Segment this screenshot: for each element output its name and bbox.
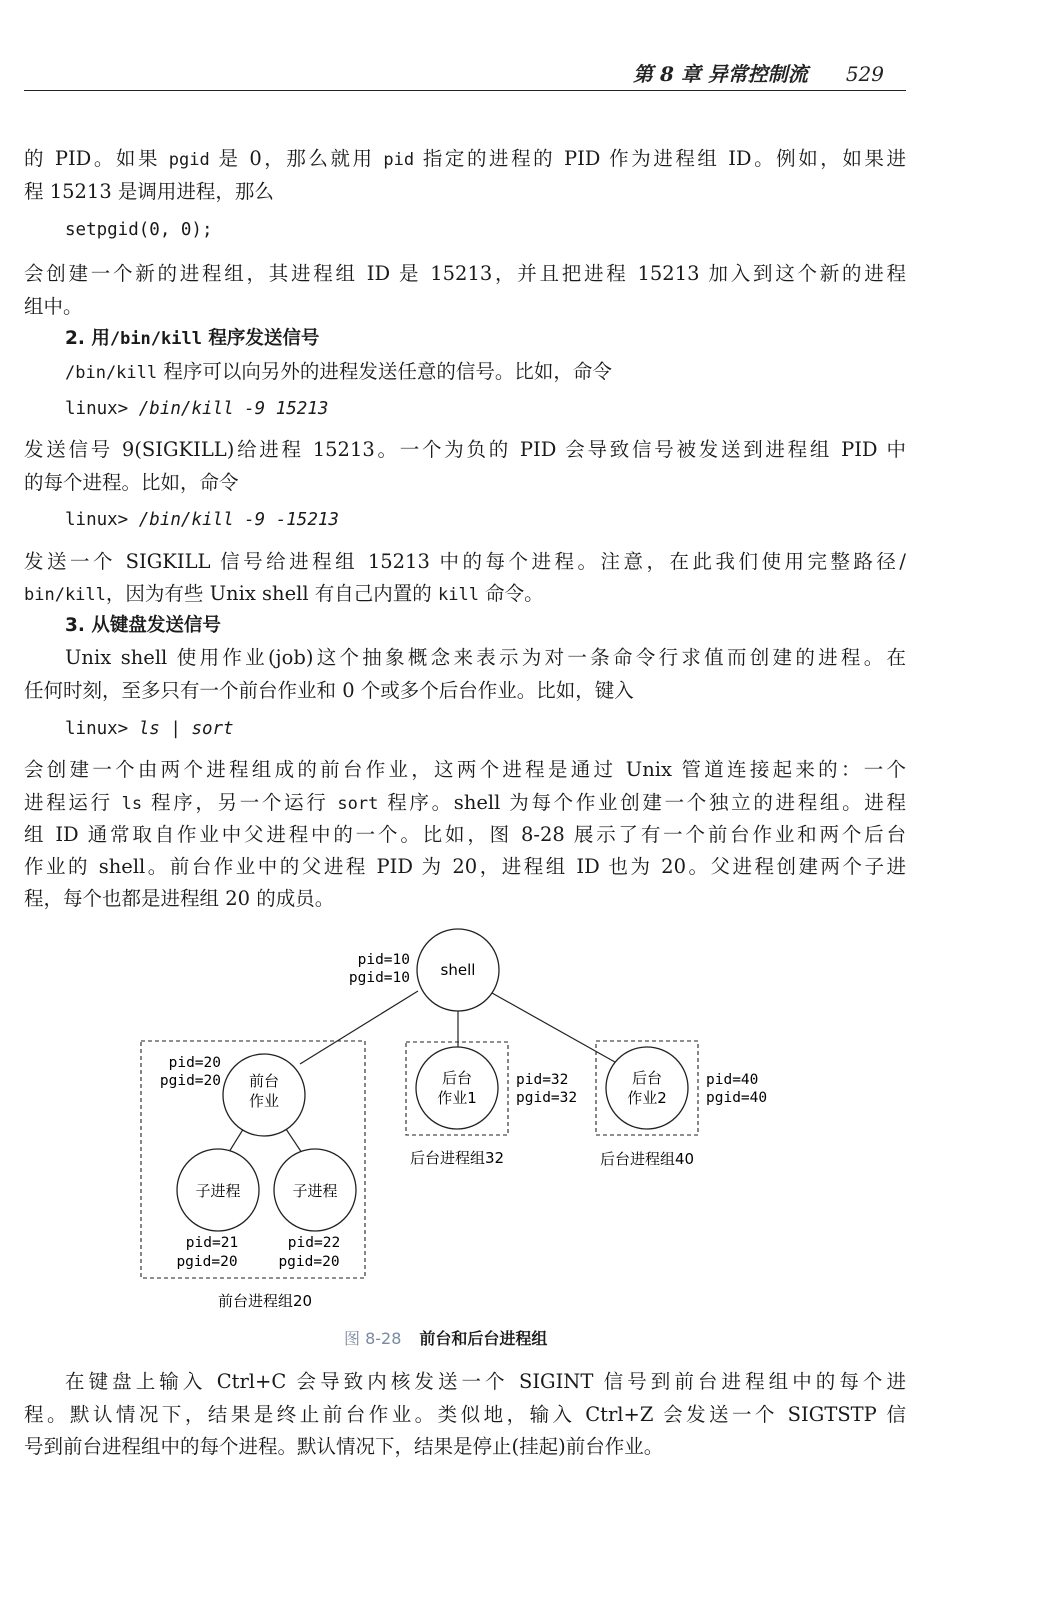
figure-title: 前台和后台进程组 (419, 1329, 548, 1348)
body-line: 程。默认情况下，结果是终止前台作业。类似地，输入 Ctrl+Z 会发送一个 SIGTSTP 信 (24, 1403, 906, 1426)
child2-pid: pid=22 (287, 1235, 341, 1251)
body-line: 的每个进程。比如，命令 (24, 471, 239, 494)
shell-pgid: pgid=10 (348, 970, 410, 986)
fg-job-pgid: pgid=20 (159, 1073, 221, 1089)
fg-job-label-1: 前台 (248, 1072, 280, 1090)
body-line: 程，每个也都是进程组 20 的成员。 (24, 887, 335, 910)
child1-pid: pid=21 (185, 1235, 239, 1251)
bg-job1-pgid: pgid=32 (516, 1090, 578, 1106)
figure-number: 图 8-28 (344, 1329, 402, 1348)
body-line: 任何时刻，至多只有一个前台作业和 0 个或多个后台作业。比如，键入 (24, 679, 634, 702)
section-heading: 3. 从键盘发送信号 (65, 615, 221, 636)
child1-label: 子进程 (195, 1182, 241, 1200)
code-line: setpgid(0, 0); (65, 220, 213, 240)
page-number: 529 (845, 62, 884, 86)
code-line: linux> /bin/kill -9 15213 (65, 399, 329, 419)
child2-pgid: pgid=20 (278, 1254, 340, 1270)
code-line: linux> ls | sort (65, 719, 234, 739)
bg-job2-label-2: 作业2 (627, 1089, 667, 1107)
chapter-title: 第 8 章 异常控制流 (633, 62, 808, 86)
fg-job-pid: pid=20 (168, 1055, 221, 1071)
edge-shell-bg2 (492, 993, 622, 1066)
body-line: 程 15213 是调用进程，那么 (24, 180, 274, 203)
child2-label: 子进程 (292, 1182, 338, 1200)
edge-shell-fg (300, 991, 418, 1064)
bg-job2-label-1: 后台 (631, 1069, 663, 1087)
body-line: 发送信号 9(SIGKILL)给进程 15213。一个为负的 PID 会导致信号被发送到进程组 PID 中 (24, 438, 906, 461)
body-line: 作业的 shell。前台作业中的父进程 PID 为 20，进程组 ID 也为 20。父进程创建两个子进 (24, 855, 906, 878)
shell-pid: pid=10 (357, 952, 410, 968)
body-line: 进程运行 ls 程序，另一个运行 sort 程序。shell 为每个作业创建一个独立的进程组。进程 (24, 791, 906, 814)
body-line: 发送一个 SIGKILL 信号给进程组 15213 中的每个进程。注意，在此我们使用完整路径/ (24, 550, 906, 573)
body-line: 会创建一个由两个进程组成的前台作业，这两个进程是通过 Unix 管道连接起来的：一个 (24, 758, 906, 781)
process-group-diagram (0, 920, 1060, 1360)
body-line: 的 PID。如果 pgid 是 0，那么就用 pid 指定的进程的 PID 作为进程组 ID。例如，如果进 (24, 147, 906, 170)
body-line: Unix shell 使用作业(job)这个抽象概念来表示为对一条命令行求值而创建的进程。在 (65, 646, 906, 669)
code-line: linux> /bin/kill -9 -15213 (65, 510, 339, 530)
bg-job1-pid: pid=32 (516, 1072, 569, 1088)
bg-job2-pid: pid=40 (706, 1072, 759, 1088)
body-line: 在键盘上输入 Ctrl+C 会导致内核发送一个 SIGINT 信号到前台进程组中的每个进 (65, 1370, 906, 1393)
section-heading: 2. 用/bin/kill 程序发送信号 (65, 328, 320, 349)
child1-pgid: pgid=20 (176, 1254, 238, 1270)
bg-job1-label-2: 作业1 (437, 1089, 477, 1107)
figure-caption (344, 1326, 547, 1349)
body-line: bin/kill，因为有些 Unix shell 有自己内置的 kill 命令。 (24, 582, 544, 605)
body-line: /bin/kill 程序可以向另外的进程发送任意的信号。比如，命令 (65, 360, 612, 383)
shell-label: shell (440, 961, 476, 979)
running-head (633, 58, 884, 87)
body-line: 组中。 (24, 295, 83, 318)
body-line: 会创建一个新的进程组，其进程组 ID 是 15213，并且把进程 15213 加入到这个新的进程 (24, 262, 906, 285)
fg-job-label-2: 作业 (248, 1092, 280, 1110)
fg-group-label: 前台进程组20 (217, 1292, 313, 1310)
bg-group1-label: 后台进程组32 (409, 1149, 505, 1167)
body-line: 组 ID 通常取自作业中父进程中的一个。比如，图 8-28 展示了有一个前台作业和两个后台 (24, 823, 906, 846)
body-line: 号到前台进程组中的每个进程。默认情况下，结果是停止(挂起)前台作业。 (24, 1435, 664, 1458)
bg-job1-node (416, 1047, 498, 1129)
page-header (24, 56, 906, 91)
diagram-svg (0, 920, 1060, 1340)
bg-group2-label: 后台进程组40 (599, 1150, 695, 1168)
bg-job1-label-1: 后台 (441, 1069, 473, 1087)
bg-job2-node (606, 1047, 688, 1129)
bg-job2-pgid: pgid=40 (706, 1090, 768, 1106)
